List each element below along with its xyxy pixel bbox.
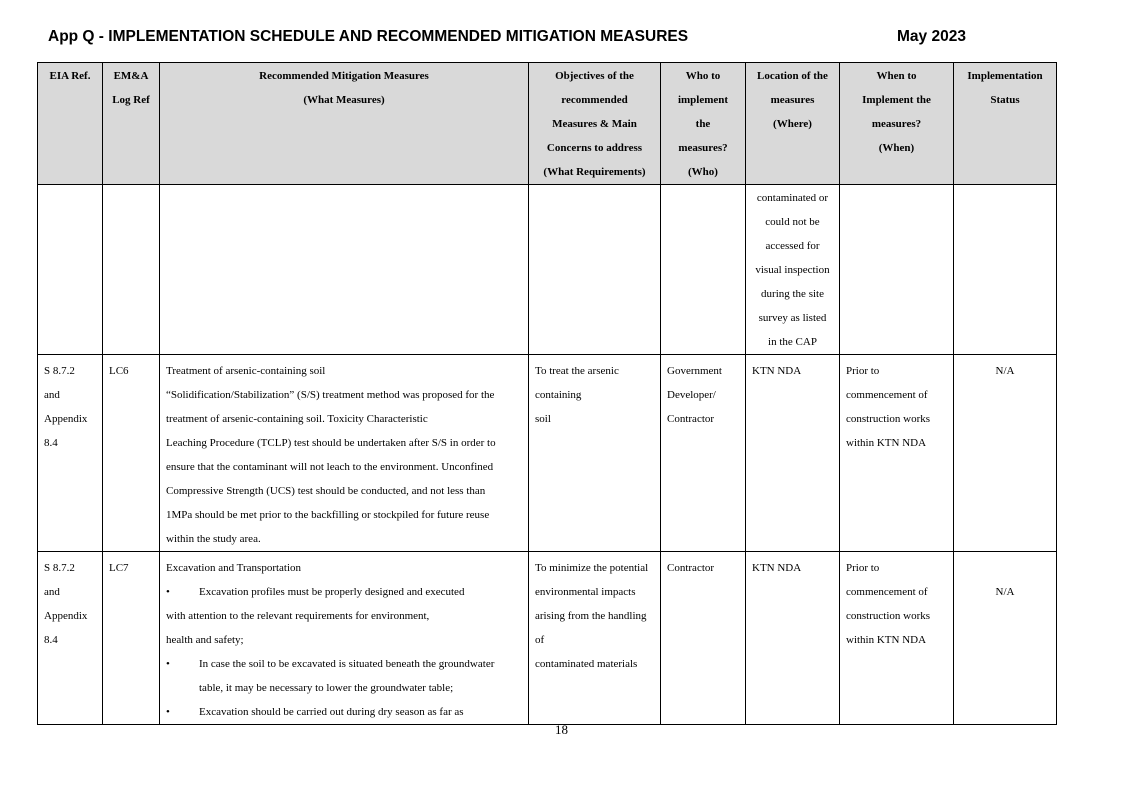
bullet-text: Excavation should be carried out during dry season as far as	[199, 706, 464, 718]
text-line: S 8.7.2	[44, 365, 75, 377]
text-line: contaminated materials	[535, 658, 638, 670]
text-line: LC7	[109, 562, 129, 574]
cell-measures	[160, 355, 529, 552]
cell-location	[746, 355, 840, 552]
text-line: (Who)	[688, 166, 718, 178]
cell-status	[954, 552, 1057, 725]
text-line: survey as listed	[758, 312, 827, 324]
text-line: visual inspection	[755, 264, 830, 276]
col-header-log-ref	[103, 63, 160, 185]
text-line: Contractor	[667, 413, 715, 425]
cell-who	[661, 552, 746, 725]
bullet-item	[166, 652, 522, 700]
text-line: (Where)	[773, 118, 812, 130]
text-line: in the CAP	[768, 336, 817, 348]
bullet-text: Excavation profiles must be properly designed and executed	[199, 586, 465, 598]
text-line: Prior to	[846, 562, 880, 574]
text-line: 8.4	[44, 437, 58, 449]
text-line: of	[535, 634, 545, 646]
text-line: (When)	[878, 142, 915, 154]
cell-measures	[160, 552, 529, 725]
text-line: health and safety;	[166, 634, 244, 646]
text-line: implement	[677, 94, 729, 106]
text-line: Contractor	[667, 562, 715, 574]
cell-status	[954, 185, 1057, 355]
text-line: Recommended Mitigation Measures	[259, 70, 429, 82]
table-row	[38, 355, 1057, 552]
bullet-icon: •	[166, 586, 170, 598]
text-line: contaminated or	[756, 192, 829, 204]
text-line: Measures & Main	[552, 118, 637, 130]
cell-log-ref	[103, 552, 160, 725]
text-line: KTN NDA	[752, 365, 802, 377]
bullet-icon: •	[166, 706, 170, 718]
bullet-continuation	[166, 604, 522, 652]
col-header-objectives	[529, 63, 661, 185]
bullet-icon: •	[166, 658, 170, 670]
text-line: Implementation	[967, 70, 1043, 82]
text-line: “Solidification/Stabilization” (S/S) treatment method was proposed for the	[166, 389, 495, 401]
text-line: with attention to the relevant requirements for environment,	[166, 610, 430, 622]
cell-who	[661, 185, 746, 355]
page-title: App Q - IMPLEMENTATION SCHEDULE AND RECOMMENDED MITIGATION MEASURES	[48, 28, 689, 45]
cell-when	[840, 355, 954, 552]
cell-eia-ref	[38, 552, 103, 725]
col-header-when	[840, 63, 954, 185]
text-line: recommended	[561, 94, 628, 106]
text-line: within KTN NDA	[846, 437, 927, 449]
measure-title: Excavation and Transportation	[166, 562, 302, 574]
text-line: (What Measures)	[303, 94, 385, 106]
text-line: 8.4	[44, 634, 58, 646]
text-line: table, it may be necessary to lower the groundwater table;	[199, 682, 454, 694]
text-line: S 8.7.2	[44, 562, 75, 574]
text-line: Concerns to address	[546, 142, 643, 154]
text-line: Treatment of arsenic-containing soil	[166, 365, 326, 377]
text-line: Who to	[685, 70, 721, 82]
text-line: measures?	[678, 142, 728, 154]
col-header-measures	[160, 63, 529, 185]
text-line: To treat the arsenic	[535, 365, 619, 377]
text-line: (What Requirements)	[543, 166, 646, 178]
text-line: and	[44, 586, 60, 598]
text-line: environmental impacts	[535, 586, 636, 598]
text-line: N/A	[995, 365, 1015, 377]
table-row	[38, 185, 1057, 355]
text-line: Objectives of the	[555, 70, 634, 82]
page-date: May 2023	[897, 28, 966, 45]
text-line: N/A	[995, 586, 1015, 598]
text-line: treatment of arsenic-containing soil. Toxicity Characteristic	[166, 413, 428, 425]
text-line: EIA Ref.	[49, 70, 91, 82]
text-line: Appendix	[44, 610, 88, 622]
text-line: accessed for	[765, 240, 820, 252]
cell-when	[840, 552, 954, 725]
text-line: KTN NDA	[752, 562, 802, 574]
page-number: 18	[555, 722, 568, 737]
cell-eia-ref	[38, 185, 103, 355]
cell-location	[746, 552, 840, 725]
text-line: Compressive Strength (UCS) test should be conducted, and not less than	[166, 485, 486, 497]
cell-log-ref	[103, 185, 160, 355]
col-header-location	[746, 63, 840, 185]
text-line: commencement of	[846, 586, 928, 598]
bullet-text	[199, 652, 494, 700]
text-line: arising from the handling	[535, 610, 647, 622]
cell-when	[840, 185, 954, 355]
text-line: Prior to	[846, 365, 880, 377]
text-line	[960, 556, 1050, 580]
text-line: In case the soil to be excavated is situated beneath the groundwater	[199, 658, 495, 670]
col-header-status	[954, 63, 1057, 185]
text-line: soil	[535, 413, 551, 425]
text-line: within KTN NDA	[846, 634, 927, 646]
cell-who	[661, 355, 746, 552]
cell-log-ref	[103, 355, 160, 552]
cell-objectives	[529, 185, 661, 355]
text-line: Leaching Procedure (TCLP) test should be undertaken after S/S in order to	[166, 437, 496, 449]
col-header-eia-ref	[38, 63, 103, 185]
text-line: 1MPa should be met prior to the backfilling or stockpiled for future reuse	[166, 509, 490, 521]
text-line: Implement the	[862, 94, 931, 106]
text-line: Appendix	[44, 413, 88, 425]
text-line: Government	[667, 365, 722, 377]
text-line: When to	[876, 70, 917, 82]
text-line: measures	[770, 94, 815, 106]
cell-objectives	[529, 355, 661, 552]
text-line: construction works	[846, 610, 931, 622]
text-line: To minimize the potential	[535, 562, 649, 574]
text-line: during the site	[761, 288, 824, 300]
text-line: EM&A	[113, 70, 149, 82]
text-line: the	[695, 118, 711, 130]
cell-objectives	[529, 552, 661, 725]
cell-eia-ref	[38, 355, 103, 552]
text-line: LC6	[109, 365, 129, 377]
text-line: containing	[535, 389, 582, 401]
text-line: could not be	[765, 216, 820, 228]
mitigation-measures-table	[37, 62, 1057, 725]
col-header-who	[661, 63, 746, 185]
text-line: Developer/	[667, 389, 716, 401]
cell-status	[954, 355, 1057, 552]
bullet-item	[166, 700, 522, 724]
text-line: Status	[990, 94, 1020, 106]
text-line: Log Ref	[112, 94, 150, 106]
cell-measures	[160, 185, 529, 355]
text-line: and	[44, 389, 60, 401]
text-line: commencement of	[846, 389, 928, 401]
text-line: construction works	[846, 413, 931, 425]
bullet-item	[166, 580, 522, 604]
cell-location	[746, 185, 840, 355]
text-line: ensure that the contaminant will not leach to the environment. Unconfined	[166, 461, 494, 473]
table-header-row	[38, 63, 1057, 185]
text-line: measures?	[871, 118, 922, 130]
table-row	[38, 552, 1057, 725]
text-line: Location of the	[757, 70, 828, 82]
text-line: within the study area.	[166, 533, 261, 545]
